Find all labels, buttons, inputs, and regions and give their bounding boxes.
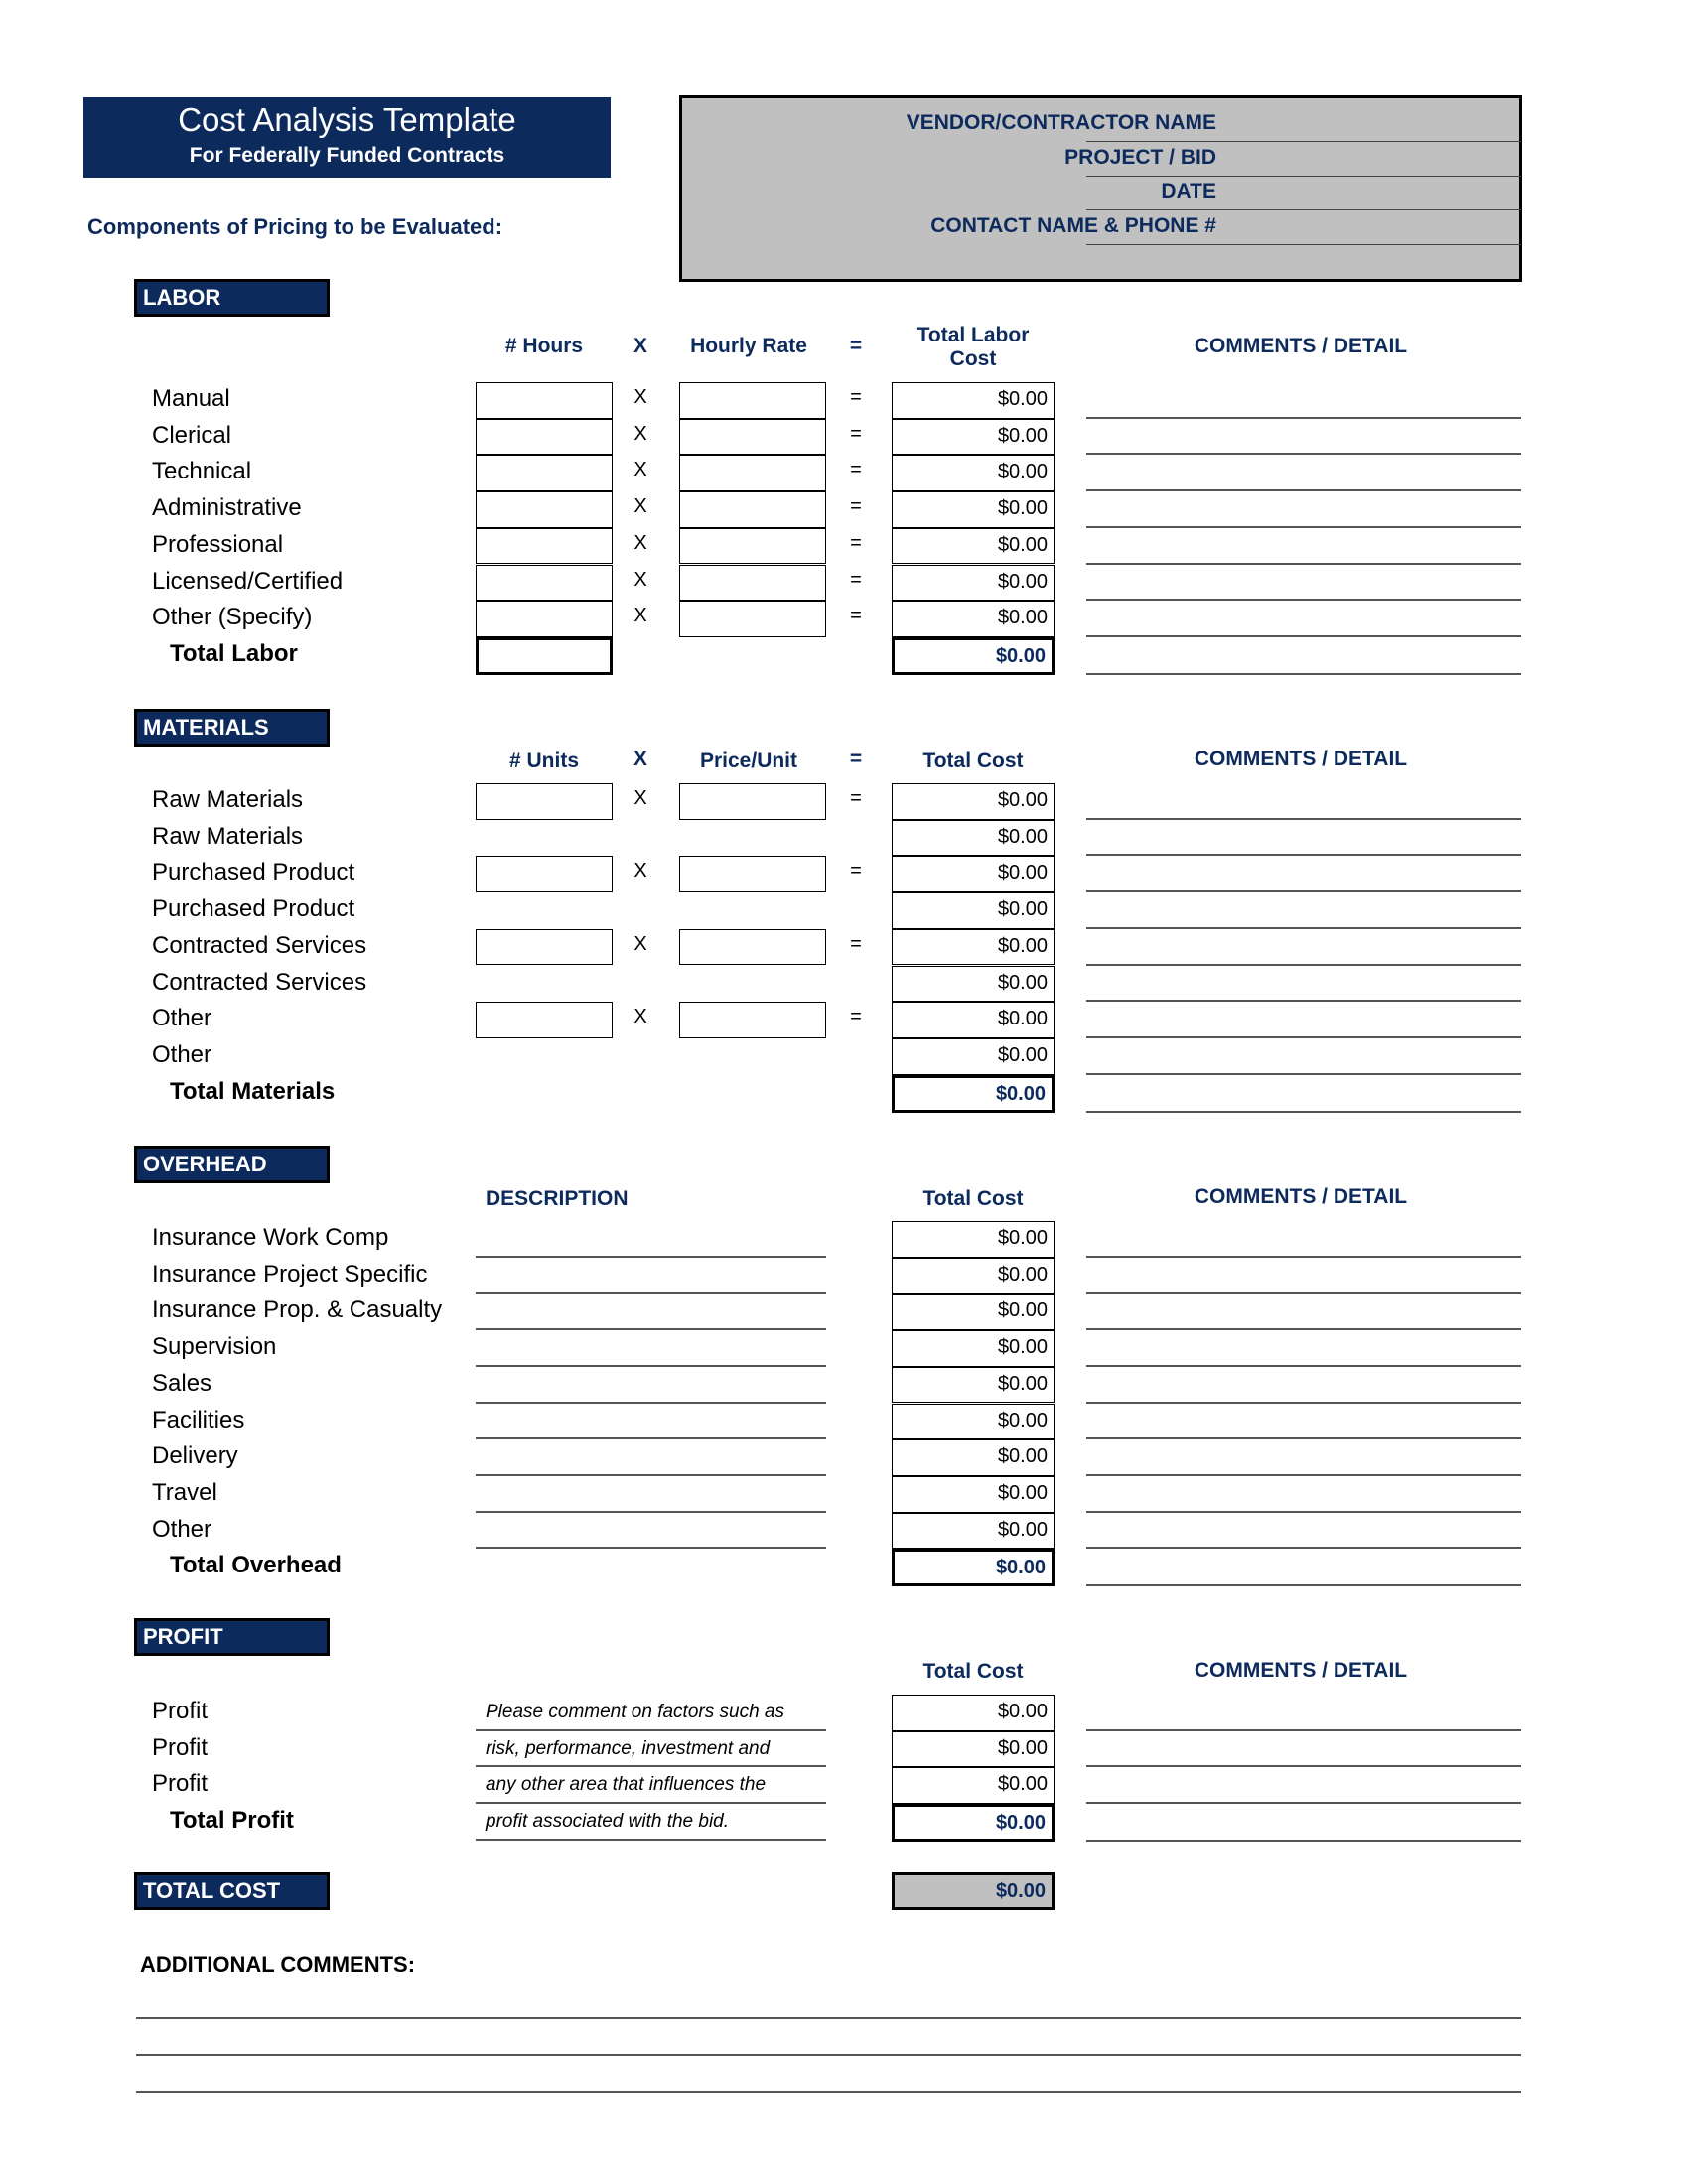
contact-field[interactable]	[1086, 244, 1521, 245]
labor-row-total: $0.00	[892, 382, 1055, 419]
contact-label: CONTACT NAME & PHONE #	[930, 214, 1216, 237]
labor-col-total: Total Labor Cost	[916, 324, 1030, 370]
profit-note-line: profit associated with the bid.	[486, 1811, 730, 1833]
overhead-comment-line[interactable]	[1086, 1402, 1521, 1404]
date-label: DATE	[1161, 180, 1216, 203]
labor-col-x: X	[633, 335, 647, 357]
materials-comment-line[interactable]	[1086, 854, 1521, 856]
labor-hours-input[interactable]	[476, 601, 613, 637]
overhead-row-total: $0.00	[892, 1221, 1055, 1258]
overhead-row-label: Travel	[152, 1478, 217, 1506]
labor-total-value: $0.00	[892, 637, 1055, 675]
overhead-row-total: $0.00	[892, 1476, 1055, 1513]
materials-col-x: X	[633, 748, 647, 770]
grand-total-value: $0.00	[892, 1872, 1055, 1910]
overhead-row-total: $0.00	[892, 1294, 1055, 1330]
additional-comments-line[interactable]	[136, 2017, 1521, 2019]
project-bid-field[interactable]	[1086, 176, 1521, 177]
labor-section-header: LABOR	[134, 279, 330, 317]
labor-row-label: Other (Specify)	[152, 604, 313, 631]
materials-comment-line[interactable]	[1086, 1111, 1521, 1113]
multiply-sign: X	[633, 787, 647, 809]
overhead-row-total: $0.00	[892, 1404, 1055, 1440]
overhead-row-label: Insurance Project Specific	[152, 1260, 428, 1288]
materials-price-input[interactable]	[679, 1002, 826, 1038]
overhead-col-total: Total Cost	[922, 1187, 1024, 1210]
equals-sign: =	[850, 568, 862, 591]
materials-row-label: Contracted Services	[152, 931, 367, 959]
profit-total-value: $0.00	[892, 1804, 1055, 1842]
materials-col-eq: =	[849, 748, 863, 770]
overhead-section-header: OVERHEAD	[134, 1146, 330, 1183]
overhead-description-line[interactable]	[476, 1402, 826, 1404]
equals-sign: =	[850, 787, 862, 809]
overhead-comment-line[interactable]	[1086, 1474, 1521, 1476]
overhead-comment-line[interactable]	[1086, 1256, 1521, 1258]
labor-row-label: Technical	[152, 458, 252, 485]
labor-rate-input[interactable]	[679, 565, 826, 602]
components-label: Components of Pricing to be Evaluated:	[87, 214, 503, 239]
materials-comment-line[interactable]	[1086, 1073, 1521, 1075]
labor-row-total: $0.00	[892, 601, 1055, 637]
profit-comment-line[interactable]	[1086, 1729, 1521, 1731]
materials-row-total: $0.00	[892, 892, 1055, 929]
overhead-row-label: Facilities	[152, 1406, 245, 1433]
profit-row-total: $0.00	[892, 1695, 1055, 1731]
title-block	[83, 97, 611, 178]
overhead-total-label: Total Overhead	[170, 1552, 342, 1579]
materials-row-total: $0.00	[892, 783, 1055, 820]
equals-sign: =	[850, 1006, 862, 1028]
profit-note-underline	[476, 1802, 826, 1804]
labor-rate-input[interactable]	[679, 419, 826, 456]
overhead-row-label: Sales	[152, 1369, 212, 1397]
page-title: Cost Analysis Template	[178, 101, 516, 138]
multiply-sign: X	[633, 568, 647, 591]
profit-note-underline	[476, 1839, 826, 1841]
overhead-description-line[interactable]	[476, 1328, 826, 1330]
labor-rate-input[interactable]	[679, 528, 826, 565]
overhead-comment-line[interactable]	[1086, 1584, 1521, 1586]
materials-row-total: $0.00	[892, 966, 1055, 1003]
profit-col-comments: COMMENTS / DETAIL	[1194, 1659, 1408, 1682]
labor-comment-line[interactable]	[1086, 563, 1521, 565]
equals-sign: =	[850, 495, 862, 518]
additional-comments-line[interactable]	[136, 2054, 1521, 2056]
page-subtitle: For Federally Funded Contracts	[189, 144, 505, 167]
overhead-row-total: $0.00	[892, 1258, 1055, 1295]
labor-row-label: Professional	[152, 530, 284, 558]
materials-comment-line[interactable]	[1086, 1036, 1521, 1038]
overhead-row-label: Other	[152, 1515, 212, 1543]
equals-sign: =	[850, 386, 862, 408]
materials-price-input[interactable]	[679, 783, 826, 820]
additional-comments-label: ADDITIONAL COMMENTS:	[140, 1952, 416, 1977]
materials-row-total: $0.00	[892, 856, 1055, 892]
labor-hours-input[interactable]	[476, 419, 613, 456]
overhead-col-comments: COMMENTS / DETAIL	[1194, 1185, 1408, 1208]
labor-rate-input[interactable]	[679, 491, 826, 528]
profit-note-underline	[476, 1729, 826, 1731]
multiply-sign: X	[633, 932, 647, 955]
labor-total-hours	[476, 637, 613, 675]
overhead-row-total: $0.00	[892, 1330, 1055, 1367]
profit-col-total: Total Cost	[922, 1660, 1024, 1683]
overhead-comment-line[interactable]	[1086, 1365, 1521, 1367]
materials-section-header: MATERIALS	[134, 709, 330, 747]
equals-sign: =	[850, 932, 862, 955]
project-bid-label: PROJECT / BID	[1064, 146, 1216, 169]
profit-note-line: risk, performance, investment and	[486, 1737, 771, 1759]
profit-row-label: Profit	[152, 1698, 209, 1724]
materials-col-units: # Units	[508, 750, 579, 772]
materials-comment-line[interactable]	[1086, 890, 1521, 892]
equals-sign: =	[850, 860, 862, 883]
materials-row-total: $0.00	[892, 820, 1055, 857]
labor-comment-line[interactable]	[1086, 673, 1521, 675]
profit-row-total: $0.00	[892, 1731, 1055, 1768]
labor-col-rate: Hourly Rate	[690, 335, 807, 357]
labor-rate-input[interactable]	[679, 455, 826, 491]
overhead-description-line[interactable]	[476, 1365, 826, 1367]
multiply-sign: X	[633, 422, 647, 445]
materials-col-price: Price/Unit	[699, 750, 798, 772]
labor-row-total: $0.00	[892, 491, 1055, 528]
labor-col-hours: # Hours	[504, 335, 584, 357]
profit-comment-line[interactable]	[1086, 1802, 1521, 1804]
materials-units-input[interactable]	[476, 929, 613, 966]
vendor-name-label: VENDOR/CONTRACTOR NAME	[906, 111, 1216, 134]
overhead-description-line[interactable]	[476, 1511, 826, 1513]
overhead-row-total: $0.00	[892, 1439, 1055, 1476]
materials-row-label: Contracted Services	[152, 968, 367, 996]
equals-sign: =	[850, 531, 862, 554]
labor-comment-line[interactable]	[1086, 599, 1521, 601]
profit-comment-line[interactable]	[1086, 1765, 1521, 1767]
labor-comment-line[interactable]	[1086, 635, 1521, 637]
materials-comment-line[interactable]	[1086, 927, 1521, 929]
overhead-comment-line[interactable]	[1086, 1437, 1521, 1439]
total-cost-header: TOTAL COST	[134, 1872, 330, 1910]
labor-comment-line[interactable]	[1086, 417, 1521, 419]
overhead-row-label: Insurance Work Comp	[152, 1224, 389, 1251]
materials-price-input[interactable]	[679, 929, 826, 966]
labor-row-label: Clerical	[152, 421, 232, 449]
materials-units-input[interactable]	[476, 1002, 613, 1038]
materials-total-value: $0.00	[892, 1075, 1055, 1113]
labor-row-total: $0.00	[892, 419, 1055, 456]
overhead-description-line[interactable]	[476, 1292, 826, 1294]
labor-comment-line[interactable]	[1086, 489, 1521, 491]
overhead-col-description: DESCRIPTION	[486, 1187, 629, 1210]
profit-note-line: Please comment on factors such as	[486, 1702, 784, 1722]
overhead-comment-line[interactable]	[1086, 1292, 1521, 1294]
labor-row-label: Licensed/Certified	[152, 567, 344, 595]
profit-note-line: any other area that influences the	[486, 1774, 767, 1796]
multiply-sign: X	[633, 495, 647, 518]
equals-sign: =	[850, 459, 862, 481]
materials-units-input[interactable]	[476, 783, 613, 820]
materials-row-label: Other	[152, 1040, 212, 1068]
materials-units-input[interactable]	[476, 856, 613, 892]
date-field[interactable]	[1086, 209, 1521, 210]
labor-hours-input[interactable]	[476, 491, 613, 528]
overhead-row-label: Insurance Prop. & Casualty	[152, 1297, 443, 1324]
overhead-total-value: $0.00	[892, 1549, 1055, 1586]
multiply-sign: X	[633, 386, 647, 408]
additional-comments-line[interactable]	[136, 2091, 1521, 2093]
multiply-sign: X	[633, 605, 647, 627]
labor-row-label: Administrative	[152, 494, 302, 522]
labor-total-label: Total Labor	[170, 639, 298, 667]
materials-col-comments: COMMENTS / DETAIL	[1194, 748, 1408, 770]
equals-sign: =	[850, 605, 862, 627]
labor-hours-input[interactable]	[476, 565, 613, 602]
labor-rate-input[interactable]	[679, 601, 826, 637]
labor-col-eq: =	[849, 335, 863, 357]
materials-row-label: Purchased Product	[152, 859, 355, 887]
materials-comment-line[interactable]	[1086, 818, 1521, 820]
materials-comment-line[interactable]	[1086, 1000, 1521, 1002]
labor-row-total: $0.00	[892, 455, 1055, 491]
overhead-row-label: Supervision	[152, 1333, 277, 1361]
overhead-comment-line[interactable]	[1086, 1328, 1521, 1330]
equals-sign: =	[850, 422, 862, 445]
labor-row-total: $0.00	[892, 528, 1055, 565]
profit-row-label: Profit	[152, 1770, 209, 1798]
materials-row-label: Other	[152, 1005, 212, 1032]
materials-row-total: $0.00	[892, 1002, 1055, 1038]
overhead-comment-line[interactable]	[1086, 1511, 1521, 1513]
profit-row-label: Profit	[152, 1733, 209, 1761]
labor-comment-line[interactable]	[1086, 526, 1521, 528]
profit-note-underline	[476, 1765, 826, 1767]
materials-comment-line[interactable]	[1086, 964, 1521, 966]
materials-row-total: $0.00	[892, 929, 1055, 966]
materials-row-label: Raw Materials	[152, 786, 304, 813]
profit-comment-line[interactable]	[1086, 1840, 1521, 1842]
materials-row-label: Raw Materials	[152, 822, 304, 850]
vendor-name-field[interactable]	[1086, 141, 1521, 142]
multiply-sign: X	[633, 459, 647, 481]
profit-row-total: $0.00	[892, 1767, 1055, 1804]
overhead-row-label: Delivery	[152, 1442, 238, 1470]
materials-total-label: Total Materials	[170, 1077, 336, 1105]
overhead-row-total: $0.00	[892, 1513, 1055, 1550]
multiply-sign: X	[633, 860, 647, 883]
materials-row-total: $0.00	[892, 1038, 1055, 1075]
overhead-description-line[interactable]	[476, 1547, 826, 1549]
materials-row-label: Purchased Product	[152, 895, 355, 923]
labor-rate-input[interactable]	[679, 382, 826, 419]
multiply-sign: X	[633, 1006, 647, 1028]
labor-hours-input[interactable]	[476, 382, 613, 419]
labor-col-comments: COMMENTS / DETAIL	[1194, 335, 1408, 357]
overhead-description-line[interactable]	[476, 1256, 826, 1258]
overhead-description-line[interactable]	[476, 1474, 826, 1476]
labor-row-total: $0.00	[892, 565, 1055, 602]
labor-comment-line[interactable]	[1086, 453, 1521, 455]
overhead-description-line[interactable]	[476, 1437, 826, 1439]
overhead-row-total: $0.00	[892, 1367, 1055, 1404]
overhead-comment-line[interactable]	[1086, 1547, 1521, 1549]
profit-total-label: Total Profit	[170, 1807, 294, 1835]
labor-hours-input[interactable]	[476, 455, 613, 491]
profit-section-header: PROFIT	[134, 1618, 330, 1656]
materials-col-total: Total Cost	[922, 750, 1024, 772]
labor-row-label: Manual	[152, 385, 230, 412]
materials-price-input[interactable]	[679, 856, 826, 892]
labor-hours-input[interactable]	[476, 528, 613, 565]
multiply-sign: X	[633, 531, 647, 554]
